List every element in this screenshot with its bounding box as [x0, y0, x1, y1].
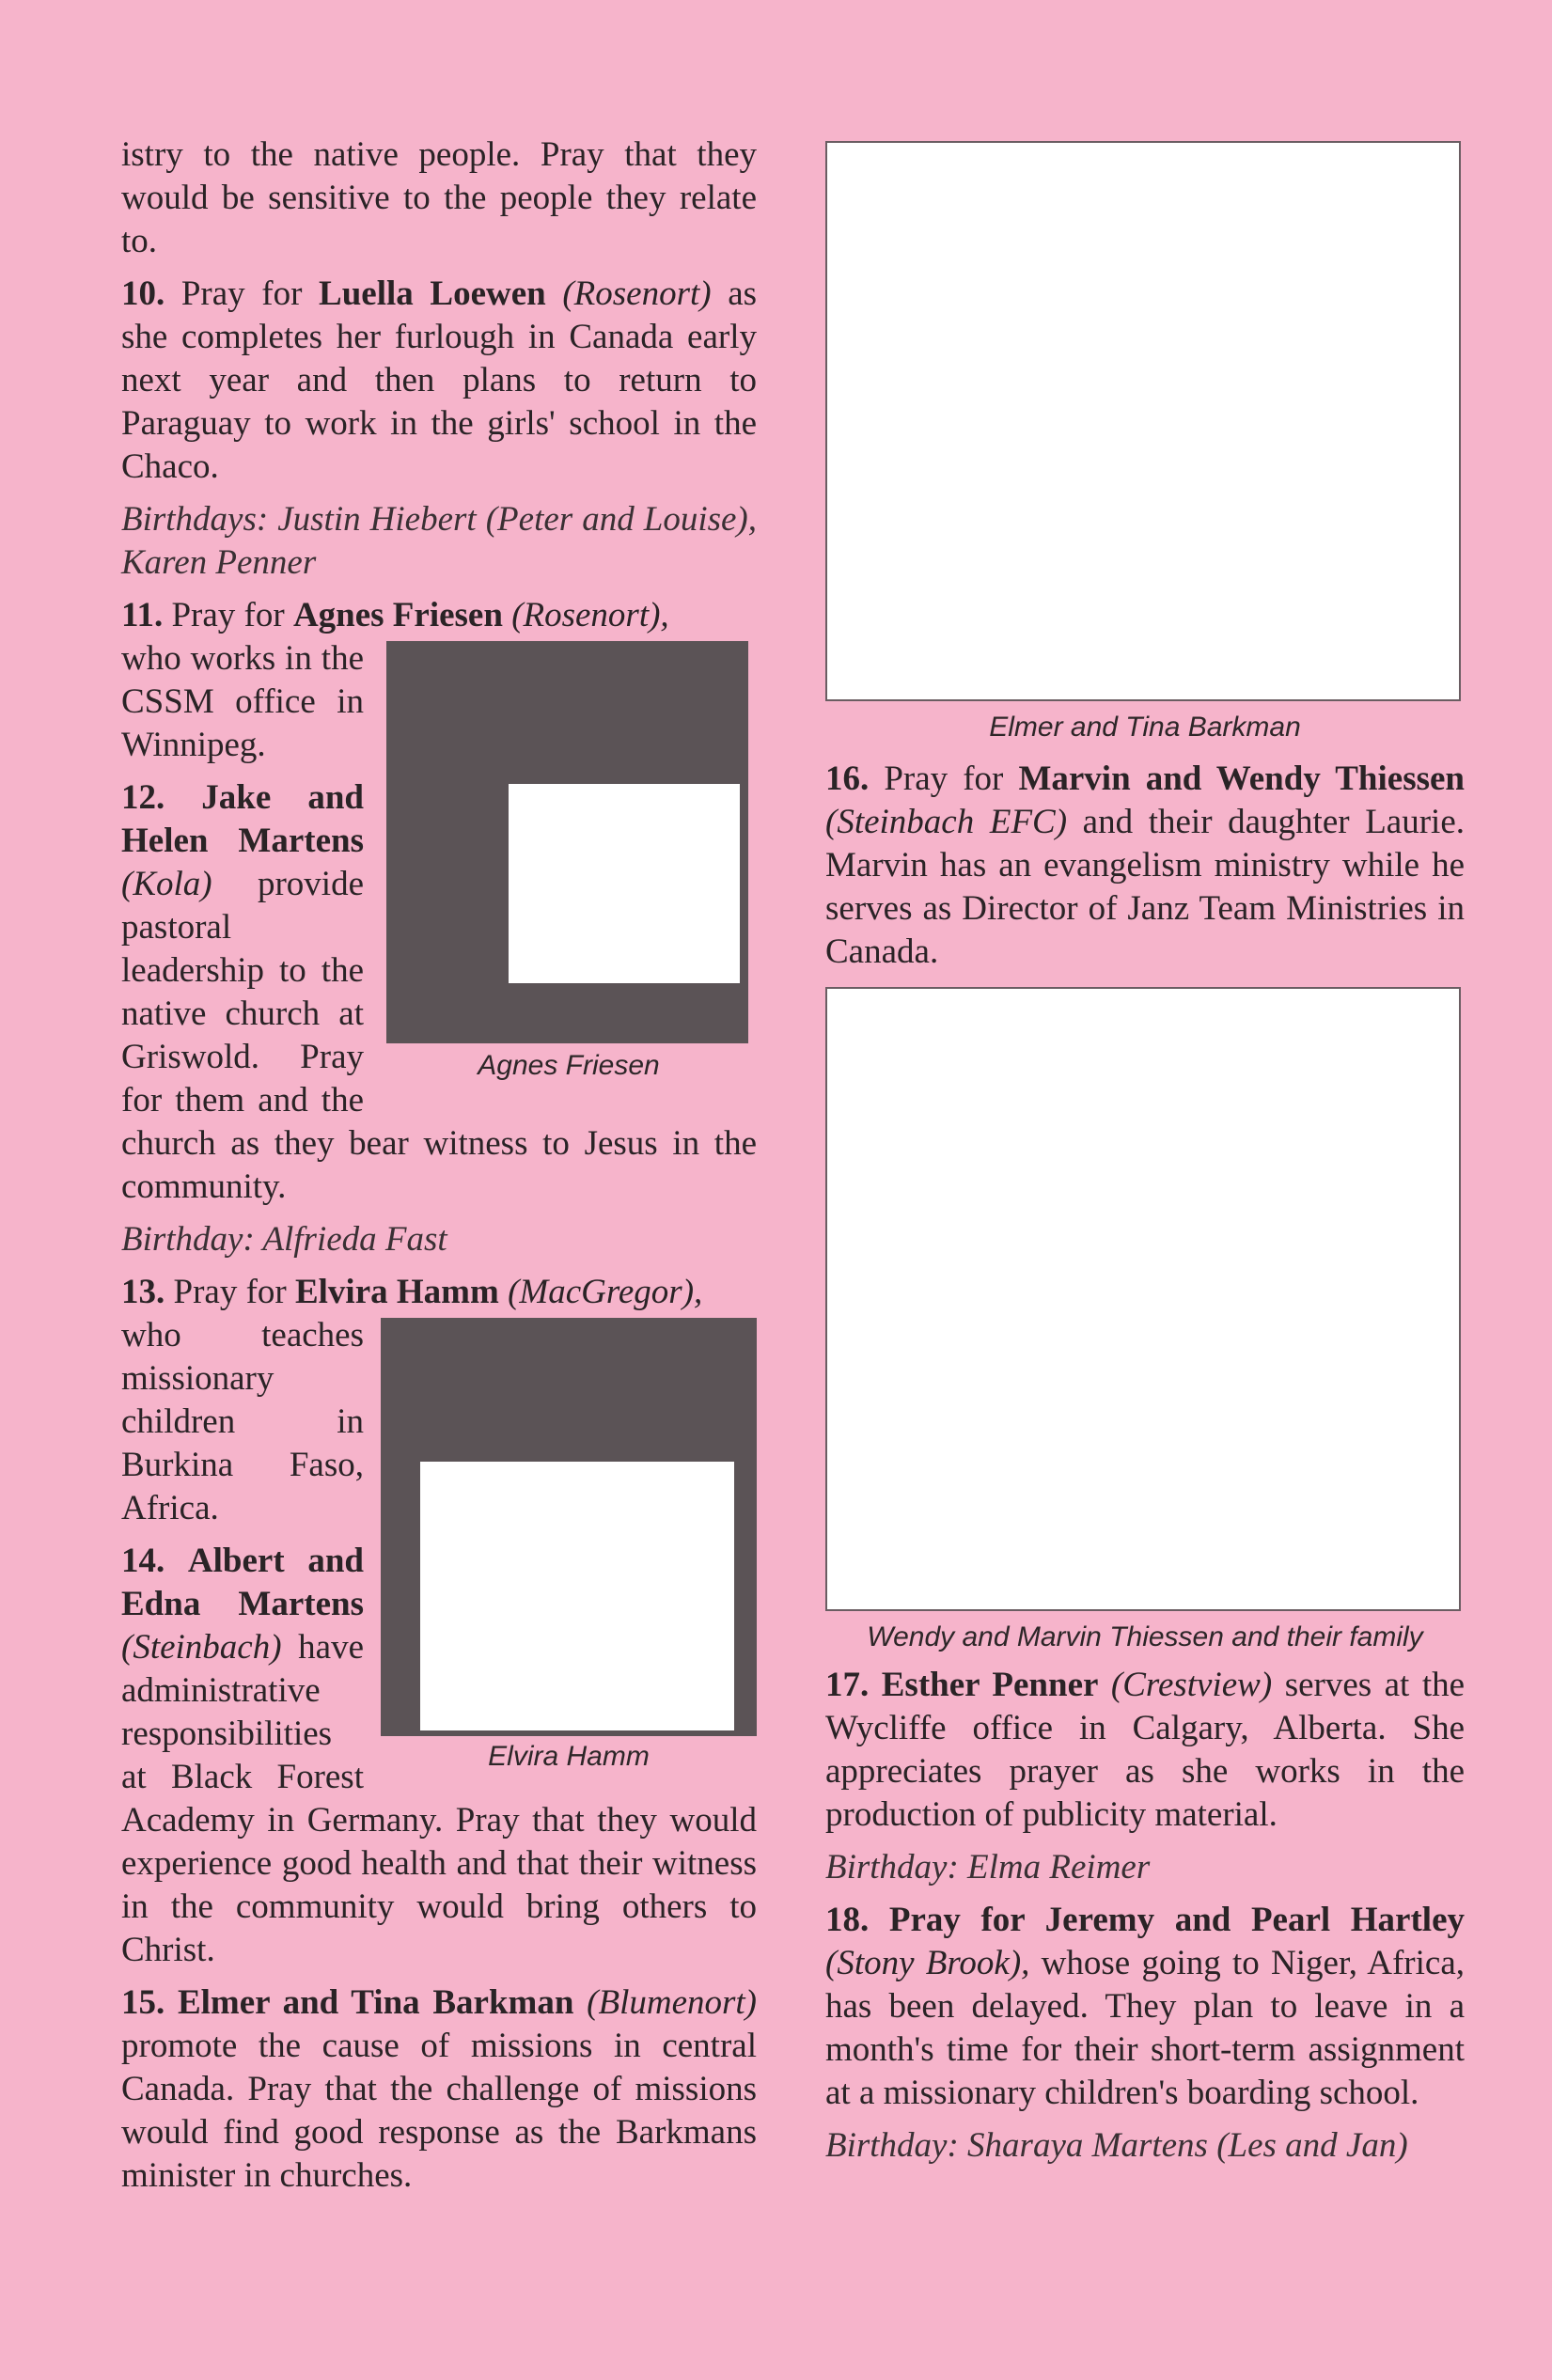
photo-caption: Wendy and Marvin Thiessen and their family [867, 1621, 1423, 1652]
church-name: (Blumenort) [587, 1983, 758, 2022]
redacted-face [509, 784, 740, 983]
item-number: 13. [121, 1273, 165, 1311]
church-name: (MacGregor), [508, 1273, 703, 1311]
prayer-item-11-body: who works in the CSSM office in Winnipeg. [121, 639, 364, 764]
birthday: Birthday: Elma Reimer [825, 1848, 1151, 1887]
prayer-item-12: 12. Jake and Helen Martens (Kola) provide pastoral leadership to the native church at Griswold. Pray for them and the church as they bear witness to Jesus in the community. [121, 778, 757, 1206]
birthday: Birthday: Sharaya Martens (Les and Jan) [825, 2126, 1408, 2165]
paragraph-continued: istry to the native people. Pray that they would be sensitive to the people they relate to. [121, 135, 757, 260]
photo-caption: Elvira Hamm [488, 1741, 650, 1772]
person-name: Elmer and Tina Barkman [177, 1983, 574, 2022]
person-name: Pray for Jeremy and Pearl Hartley [888, 1901, 1466, 1939]
item-number: 12. [121, 778, 165, 817]
church-name: (Rosenort), [511, 596, 669, 634]
item-number: 10. [121, 274, 165, 313]
prayer-item-13-body: who teaches missionary children in Burkina Faso, Africa. [121, 1316, 364, 1527]
church-name: (Steinbach EFC) [825, 803, 1068, 841]
item-number: 16. [825, 759, 870, 798]
birthday: Birthday: Alfrieda Fast [121, 1220, 447, 1259]
prayer-item-11: 11. Pray for Agnes Friesen (Rosenort), [121, 596, 669, 634]
person-name: Albert and Edna Martens [121, 1542, 364, 1623]
photo-image [381, 1318, 757, 1736]
church-name: (Stony Brook), [825, 1944, 1030, 1982]
item-number: 15. [121, 1983, 165, 2022]
prayer-item-10: 10. Pray for Luella Loewen (Rosenort) as she completes her furlough in Canada early next year and then plans to return to Paraguay to work in the girls' school in the Chaco. [121, 274, 758, 486]
person-name: Luella Loewen [319, 274, 546, 313]
redacted-photo [825, 987, 1461, 1611]
person-name: Esther Penner [881, 1666, 1099, 1704]
photo-thiessen [825, 987, 1465, 1654]
person-name: Elvira Hamm [294, 1273, 499, 1311]
person-name: Jake and Helen Martens [121, 778, 364, 860]
left-column [121, 133, 757, 2207]
prayer-item-16: 16. Pray for Marvin and Wendy Thiessen (Steinbach EFC) and their daughter Laurie. Marvin has an evangelism ministry while he serves as Director of Janz Team Ministries in Canada. [825, 759, 1465, 971]
photo-caption: Agnes Friesen [478, 1050, 660, 1081]
redacted-photo [825, 141, 1461, 701]
right-column [825, 141, 1465, 2177]
photo-barkman [825, 141, 1465, 744]
prayer-item-17: 17. Esther Penner (Crestview) serves at the Wycliffe office in Calgary, Alberta. She appreciates prayer as she works in the production of publicity material. [825, 1666, 1466, 1834]
prayer-item-15: 15. Elmer and Tina Barkman (Blumenort) promote the cause of missions in central Canada. Pray that the challenge of missions would find good response as the Barkmans minister in churches. [121, 1983, 758, 2195]
photo-elvira-hamm [381, 1318, 757, 1774]
prayer-item-18: 18. Pray for Jeremy and Pearl Hartley (Stony Brook), whose going to Niger, Africa, has been delayed. They plan to leave in a month's time for their short-term assignment at a missionary children's boarding school. [825, 1901, 1466, 2112]
photo-image [386, 641, 748, 1043]
item-number: 17. [825, 1666, 870, 1704]
item-number: 14. [121, 1542, 165, 1580]
church-name: (Crestview) [1110, 1666, 1273, 1704]
person-name: Agnes Friesen [292, 596, 503, 634]
prayer-item-14: 14. Albert and Edna Martens (Steinbach) have administrative responsibilities at Black Forest Academy in Germany. Pray that they would experience good health and that their witness in the community would bring others to Christ. [121, 1542, 757, 1969]
item-number: 18. [825, 1901, 870, 1939]
church-name: (Steinbach) [121, 1628, 282, 1667]
redacted-face [420, 1462, 734, 1730]
photo-caption: Elmer and Tina Barkman [989, 712, 1301, 743]
prayer-item-13: 13. Pray for Elvira Hamm (MacGregor), [121, 1273, 703, 1311]
church-name: (Rosenort) [562, 274, 712, 313]
church-name: (Kola) [121, 865, 212, 903]
item-number: 11. [121, 596, 164, 634]
birthdays: Birthdays: Justin Hiebert (Peter and Louise), Karen Penner [121, 500, 757, 582]
person-name: Marvin and Wendy Thiessen [1018, 759, 1465, 798]
photo-agnes-friesen [381, 641, 757, 1083]
